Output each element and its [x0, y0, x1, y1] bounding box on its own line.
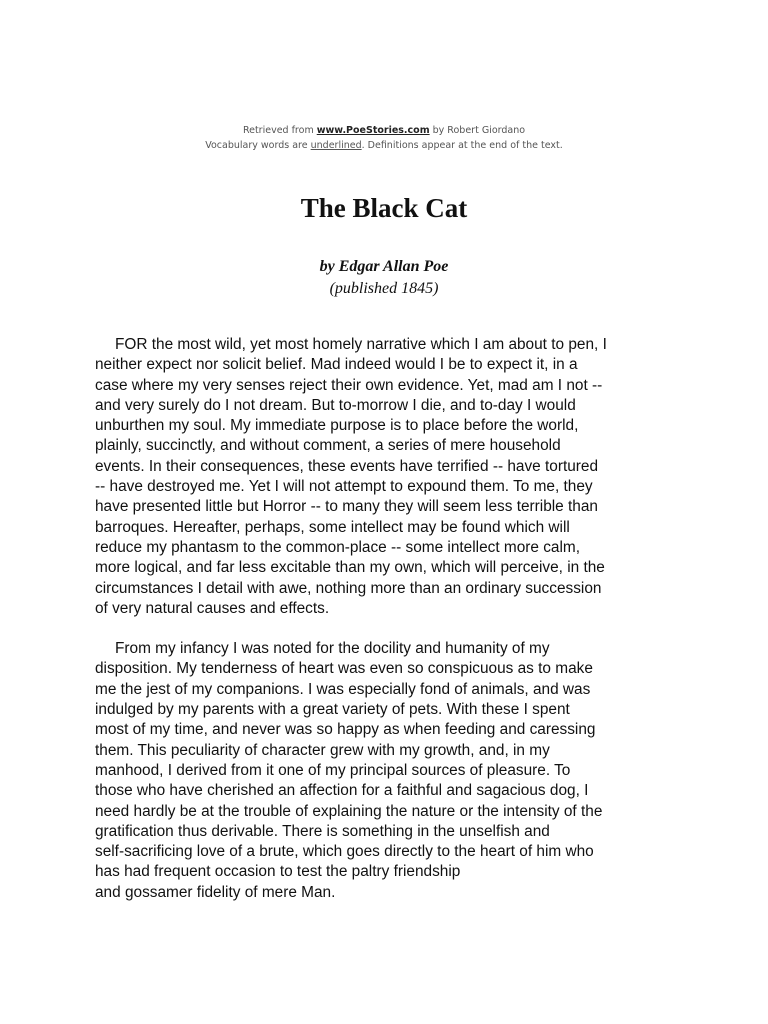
text-line: have presented little but Horror -- to many they will seem less terrible than — [95, 498, 598, 516]
source-line — [0, 123, 768, 138]
text-line: more logical, and far less excitable than my own, which will perceive, in the — [95, 559, 605, 577]
author-line: by Edgar Allan Poe — [319, 258, 449, 275]
text-line: case where my very senses reject their own evidence. Yet, mad am I not -- — [95, 376, 603, 394]
text-line: plainly, succinctly, and without comment, a series of mere household — [95, 437, 561, 455]
text-line: need hardly be at the trouble of explaining the nature or the intensity of the — [95, 802, 603, 820]
text-line: events. In their consequences, these events have terrified -- have tortured — [95, 457, 599, 475]
text-line: those who have cherished an affection for a faithful and sagacious dog, I — [95, 782, 589, 800]
text-line: manhood, I derived from it one of my principal sources of pleasure. To — [95, 761, 571, 779]
text-line: has had frequent occasion to test the paltry friendship — [95, 863, 461, 881]
text-line: circumstances I detail with awe, nothing more than an ordinary succession — [95, 579, 602, 597]
poestories-link[interactable]: www.PoeStories.com — [316, 125, 430, 136]
text-line: me the jest of my companions. I was especially fond of animals, and was — [95, 680, 591, 698]
source-suffix: by Robert Giordano — [429, 125, 526, 136]
text-line: neither expect nor solicit belief. Mad indeed would I be to expect it, in a — [95, 356, 578, 374]
text-line: From my infancy I was noted for the docility and humanity of my — [115, 640, 550, 658]
text-line: them. This peculiarity of character grew with my growth, and, in my — [95, 741, 550, 759]
paragraph — [95, 639, 680, 903]
text-line: gratification thus derivable. There is something in the unselfish and — [95, 822, 550, 840]
text-line: of very natural causes and effects. — [95, 599, 330, 617]
text-line: and very surely do I not dream. But to-morrow I die, and to-day I would — [95, 396, 576, 414]
source-prefix: Retrieved from — [242, 125, 317, 136]
vocab-prefix: Vocabulary words are — [205, 140, 311, 151]
text-line: and gossamer fidelity of mere Man. — [95, 883, 336, 901]
byline — [0, 256, 768, 300]
text-line: indulged by my parents with a great variety of pets. With these I spent — [95, 701, 570, 719]
text-line: barroques. Hereafter, perhaps, some intellect may be found which will — [95, 518, 570, 536]
text-line: FOR the most wild, yet most homely narrative which I am about to pen, I — [115, 336, 607, 353]
paragraph — [95, 335, 680, 619]
text-line: self-sacrificing love of a brute, which goes directly to the heart of him who — [95, 843, 594, 861]
text-line: disposition. My tenderness of heart was even so conspicuous as to make — [95, 660, 593, 678]
source-attribution — [0, 123, 768, 153]
text-line: reduce my phantasm to the common-place -- some intellect more calm, — [95, 538, 580, 556]
text-line: unburthen my soul. My immediate purpose is to place before the world, — [95, 417, 579, 435]
text-line: most of my time, and never was so happy as when feeding and caressing — [95, 721, 596, 739]
text-line: -- have destroyed me. Yet I will not attempt to expound them. To me, they — [95, 478, 593, 496]
vocabulary-note — [0, 138, 768, 153]
story-body — [95, 335, 680, 903]
publication-date: (published 1845) — [329, 280, 439, 297]
document-title: The Black Cat — [300, 193, 468, 223]
underlined-word-example: underlined — [310, 140, 362, 151]
vocab-suffix: . Definitions appear at the end of the text. — [361, 140, 563, 151]
